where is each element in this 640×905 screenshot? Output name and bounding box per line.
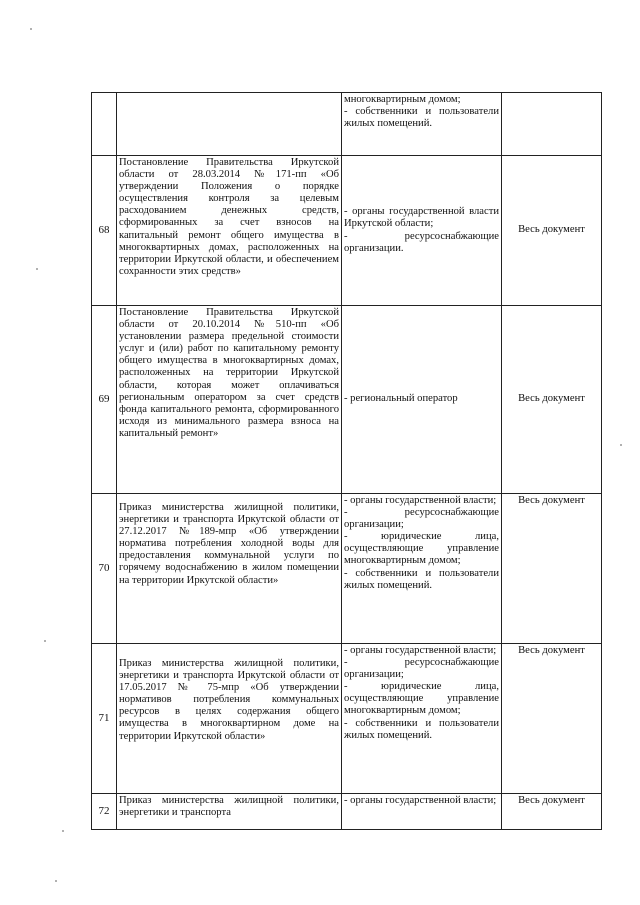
subjects-text: - органы государственной власти Иркутской области; - ресурсоснабжающие организации.	[344, 206, 499, 254]
subjects-cell	[342, 93, 502, 156]
subjects-cell	[342, 306, 502, 494]
row-number: 72	[92, 794, 117, 830]
parts-cell: Весь документ	[502, 156, 602, 306]
act-title: Приказ министерства жилищной политики, энергетики и транспорта Иркутской области от 17.05.2017 № 75-мпр «Об утверждении нормативов потребления коммунальных ресурсов в целях содержания общего имущества в многоквартирном доме на территории Иркутской области»	[117, 644, 342, 794]
table-row	[92, 494, 602, 644]
subjects-text: многоквартирным домом; - собственники и пользователи жилых помещений.	[344, 94, 499, 130]
table-row	[92, 644, 602, 794]
scan-speck	[62, 830, 64, 832]
subjects-text: - региональный оператор	[344, 393, 458, 405]
act-title: Приказ министерства жилищной политики, энергетики и транспорта Иркутской области от 27.12.2017 №189-мпр «Об утверждении норматива потребления холодной воды для предоставления коммунальной услуги по горячему водоснабжению в жилом помещении на территории Иркутской области»	[117, 494, 342, 644]
act-title	[117, 93, 342, 156]
subjects-cell	[342, 494, 502, 644]
parts-cell: Весь документ	[502, 494, 602, 644]
parts-cell: Весь документ	[502, 644, 602, 794]
row-number: 68	[92, 156, 117, 306]
subjects-text: - органы государственной власти;	[344, 795, 497, 806]
scan-speck	[55, 880, 57, 882]
act-title: Постановление Правительства Иркутской области от 20.10.2014 №510-пп «Об установлении размера предельной стоимости услуг и (или) работ по капитальному ремонту общего имущества в многоквартирных домах, расположенных на территории Иркутской области, которая может оплачиваться региональным оператором за счет средств фонда капитального ремонта, сформированного исходя из минимального размера взноса на капитальный ремонт»	[117, 306, 342, 494]
subjects-cell	[342, 644, 502, 794]
scan-speck	[44, 640, 46, 642]
scan-speck	[36, 268, 38, 270]
act-title: Приказ министерства жилищной политики, энергетики и транспорта	[117, 794, 342, 830]
scan-speck	[620, 444, 622, 446]
row-number: 71	[92, 644, 117, 794]
scan-speck	[30, 28, 32, 30]
parts-cell: Весь документ	[502, 794, 602, 830]
table-row	[92, 93, 602, 156]
row-number: 70	[92, 494, 117, 644]
parts-cell	[502, 93, 602, 156]
row-number	[92, 93, 117, 156]
subjects-text: - органы государственной власти; - ресурсоснабжающие организации; - юридические лица, осуществляющие управление многоквартирным домом; - собственники и пользователи жилых помещений.	[344, 495, 499, 591]
table-row	[92, 156, 602, 306]
parts-cell: Весь документ	[502, 306, 602, 494]
table-row	[92, 794, 602, 830]
subjects-cell	[342, 156, 502, 306]
act-title: Постановление Правительства Иркутской области от 28.03.2014 №171-пп «Об утверждении Положения о порядке осуществления контроля за целевым расходованием денежных средств, сформированных за счет взносов на капитальный ремонт общего имущества в многоквартирных домах, расположенных на территории Иркутской области, и обеспечением сохранности этих средств»	[117, 156, 342, 306]
row-number: 69	[92, 306, 117, 494]
subjects-text: - органы государственной власти; - ресурсоснабжающие организации; - юридические лица, осуществляющие управление многоквартирным домом; - собственники и пользователи жилых помещений.	[344, 645, 499, 741]
subjects-cell	[342, 794, 502, 830]
table-row	[92, 306, 602, 494]
regulations-table	[91, 92, 602, 830]
